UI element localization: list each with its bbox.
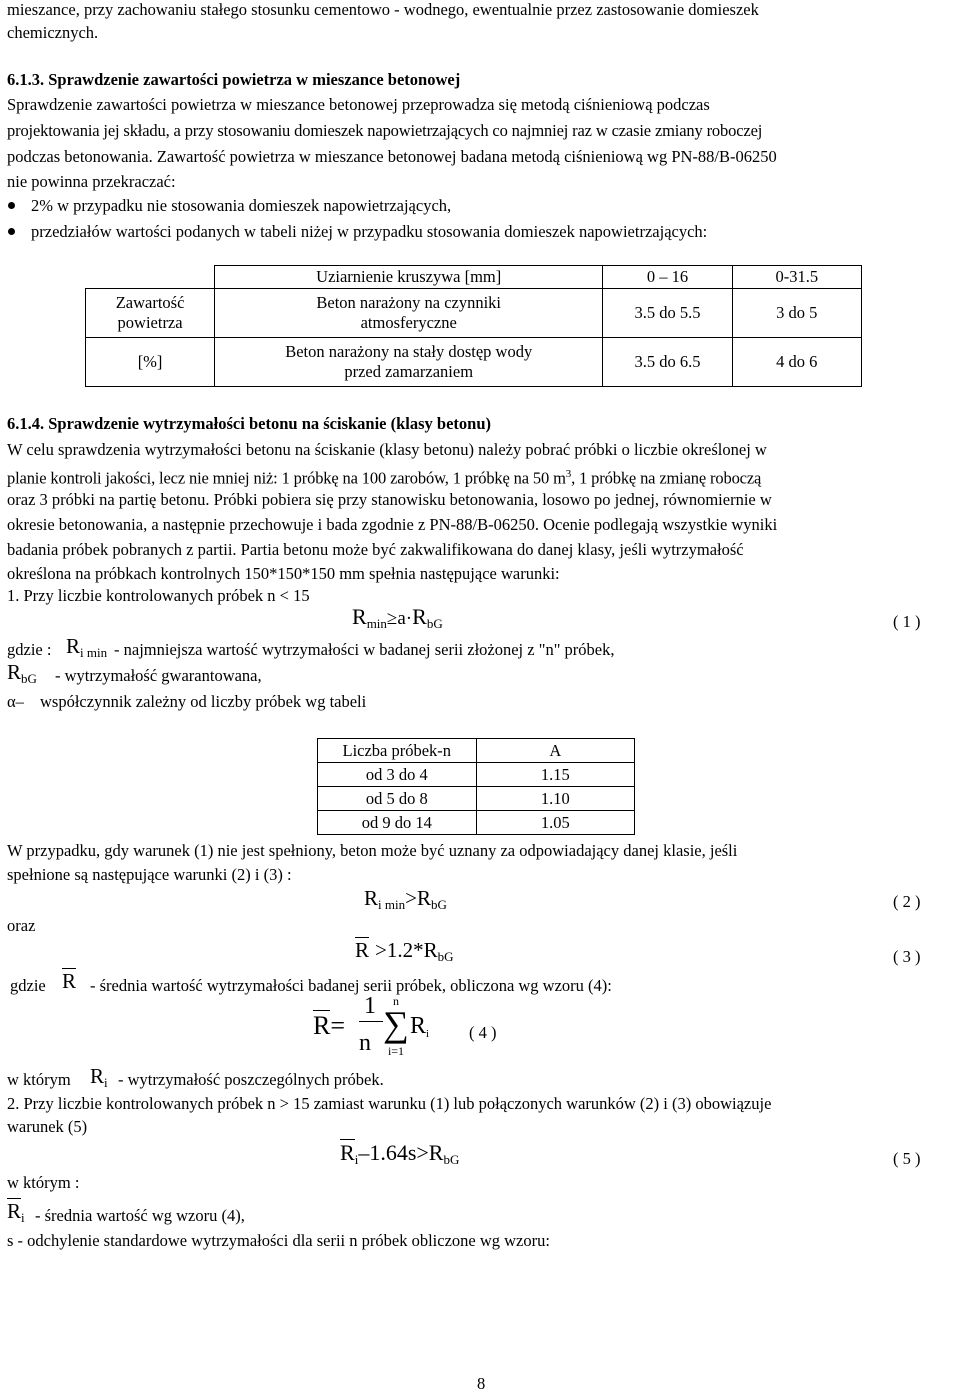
eq-subscript: i xyxy=(354,1152,359,1167)
sec2-line-2: warunek (5) xyxy=(7,1117,88,1136)
eq-subscript: bG xyxy=(437,949,454,964)
where-label: w którym : xyxy=(7,1173,80,1192)
sec614-line-4: okresie betonowania, a następnie przechowuje i bada zgodnie z PN-88/B-06250. Ocenie podlegają wszystkie wyniki xyxy=(7,515,778,534)
eq-symbol: R xyxy=(428,1140,444,1165)
table-cell: 1.05 xyxy=(476,811,634,835)
table-cell: 3.5 do 6.5 xyxy=(603,338,732,387)
bullet-item-1: 2% w przypadku nie stosowania domieszek napowietrzających, xyxy=(31,196,452,215)
sec614-line-1: W celu sprawdzenia wytrzymałości betonu na ściskanie (klasy betonu) należy pobrać próbki o liczbie określonej w xyxy=(7,440,767,459)
sec614-line-3a: oraz 3 próbki na partię betonu. xyxy=(7,490,210,509)
eq-symbol: R xyxy=(364,886,379,910)
eq-subscript: i min xyxy=(378,897,406,912)
eq-symbol: R xyxy=(90,1064,105,1088)
table-label-cell: [%] xyxy=(86,338,215,387)
eq-symbol: R xyxy=(412,604,427,629)
eq-symbol: R xyxy=(352,604,367,629)
equation-number: ( 2 ) xyxy=(893,892,921,911)
intro-line-2: chemicznych. xyxy=(7,23,99,42)
equation-3 xyxy=(355,936,454,971)
table-header-cell: A xyxy=(476,739,634,763)
sec614-line-2b: , 1 próbkę na zmianę roboczą xyxy=(571,468,762,488)
eq-symbol-mean: R xyxy=(62,969,77,993)
eq4-mean-symbol xyxy=(313,1010,345,1042)
eq-subscript: bG xyxy=(426,616,443,631)
eq-subscript: i xyxy=(426,1028,430,1040)
equation-1 xyxy=(352,602,443,639)
eq-operator: = xyxy=(330,1011,346,1040)
equation-5 xyxy=(340,1138,459,1175)
eq-symbol-mean: R xyxy=(7,1199,22,1223)
symbol-ri-mean xyxy=(7,1197,25,1232)
sec613-line-3b: Zawartość powietrza w mieszance betonowej badana metodą ciśnieniową wg PN-88/B-06250 xyxy=(156,147,777,166)
alpha-symbol: α– xyxy=(7,692,24,711)
sec614-line-6: określona na próbkach kontrolnych 150*150*150 mm spełnia następujące warunki: xyxy=(7,564,560,583)
eq-symbol-mean: R xyxy=(355,938,370,962)
table-cell-line: Beton narażony na stały dostęp wody xyxy=(285,342,533,361)
where-label: gdzie xyxy=(10,976,46,995)
sec613-line-3a: podczas betonowania. xyxy=(7,147,153,166)
eq4-ri xyxy=(410,1010,429,1050)
bullet-icon xyxy=(8,228,15,235)
eq-subscript: min xyxy=(366,616,387,631)
bullet-icon xyxy=(8,202,15,209)
symbol-r-mean xyxy=(62,967,76,995)
symbol-r-i-min xyxy=(66,632,107,667)
sec614-line-5b: Partia betonu może być zakwalifikowana do danej klasy, jeśli wytrzymałość xyxy=(240,540,744,559)
section-614-heading: 6.1.4. Sprawdzenie wytrzymałości betonu na ściskanie (klasy betonu) xyxy=(7,414,492,433)
air-content-table xyxy=(85,265,862,387)
alpha-table xyxy=(317,738,635,835)
sum-lower: i=1 xyxy=(387,1044,405,1058)
where-text-3: współczynnik zależny od liczby próbek wg tabeli xyxy=(40,692,367,711)
eq-symbol: R xyxy=(66,634,81,658)
intro-line-1: mieszance, przy zachowaniu stałego stosunku cementowo - wodnego, ewentualnie przez zastosowanie domieszek xyxy=(7,0,759,19)
sec614-line-3b: Próbki pobiera się przy stanowisku betonowania, losowo po jednej, równomiernie w xyxy=(213,490,772,509)
symbol-r-bg xyxy=(7,658,37,693)
table-label-cell xyxy=(86,289,215,338)
section-613-heading: 6.1.3. Sprawdzenie zawartości powietrza w mieszance betonowej xyxy=(7,70,461,89)
equation-number: ( 4 ) xyxy=(469,1023,497,1042)
sec614-line-5a: badania próbek pobranych z partii. xyxy=(7,540,237,559)
sec2-line-1: 2. Przy liczbie kontrolowanych próbek n > 15 zamiast warunku (1) lub połączonych warunków (2) i (3) obowiązuje xyxy=(7,1094,772,1113)
table-cell: od 5 do 8 xyxy=(318,787,477,811)
table-cell xyxy=(215,338,603,387)
fraction-denominator: n xyxy=(359,1030,371,1056)
table-cell: 3 do 5 xyxy=(732,289,861,338)
equation-number: ( 1 ) xyxy=(893,612,921,631)
superscript: 3 xyxy=(565,468,572,480)
where-text-mean: - średnia wartość wytrzymałości badanej serii próbek, obliczona wg wzoru (4): xyxy=(90,976,612,995)
table-cell: 4 do 6 xyxy=(732,338,861,387)
table-label-line: Zawartość xyxy=(115,293,185,312)
table-cell: od 3 do 4 xyxy=(318,763,477,787)
eq-subscript: bG xyxy=(430,897,447,912)
and-label: oraz xyxy=(7,916,36,935)
table-cell: od 9 do 14 xyxy=(318,811,477,835)
where-label: gdzie : xyxy=(7,640,52,659)
where-text-1: - średnia wartość wg wzoru (4), xyxy=(35,1206,245,1225)
eq-operator: ≥a· xyxy=(386,608,413,629)
sec614-line-2 xyxy=(7,463,761,490)
eq-symbol-mean: R xyxy=(340,1140,355,1165)
table-header-cell: Liczba próbek-n xyxy=(318,739,477,763)
after-line-2: spełnione są następujące warunki (2) i (3) : xyxy=(7,865,292,884)
fraction-numerator: 1 xyxy=(364,993,376,1019)
eq-symbol: R xyxy=(410,1013,427,1039)
fraction-bar xyxy=(359,1021,383,1022)
sec613-line-3 xyxy=(7,145,777,168)
eq-subscript: i xyxy=(104,1075,108,1090)
table-cell-line: przed zamarzaniem xyxy=(344,362,474,381)
eq-operator: >1.2* xyxy=(375,938,424,962)
sec614-line-7: 1. Przy liczbie kontrolowanych próbek n < 15 xyxy=(7,586,310,605)
table-label-line: powietrza xyxy=(117,313,183,332)
eq-subscript: bG xyxy=(21,671,37,686)
table-cell xyxy=(215,289,603,338)
where-text-2: s - odchylenie standardowe wytrzymałości dla serii n próbek obliczone wg wzoru: xyxy=(7,1231,550,1250)
table-cell: 1.15 xyxy=(476,763,634,787)
sec614-line-2a: planie kontroli jakości, lecz nie mniej niż: 1 próbkę na 100 zarobów, 1 próbkę na 50 m xyxy=(7,468,566,488)
sec614-line-5 xyxy=(7,538,744,561)
table-cell: 1.10 xyxy=(476,787,634,811)
table-cell-line: atmosferyczne xyxy=(360,313,457,332)
where-text-b: - wytrzymałość poszczególnych próbek. xyxy=(118,1070,384,1089)
eq-symbol-mean: R xyxy=(313,1011,331,1040)
table-header-cell: 0 – 16 xyxy=(603,266,732,289)
eq-subscript: i min xyxy=(80,645,108,660)
table-header-cell: 0-31.5 xyxy=(732,266,861,289)
eq-symbol: R xyxy=(423,938,438,962)
eq-operator: –1.64s> xyxy=(358,1140,429,1165)
after-line-1: W przypadku, gdy warunek (1) nie jest spełniony, beton może być uznany za odpowiadający danej klasie, jeśli xyxy=(7,841,738,860)
eq-operator: > xyxy=(405,886,417,910)
sum-icon: ∑ xyxy=(383,1004,409,1044)
table-cell: 3.5 do 5.5 xyxy=(603,289,732,338)
sec613-line-2: projektowania jej składu, a przy stosowaniu domieszek napowietrzających co najmniej raz w czasie zmiany roboczej xyxy=(7,121,763,140)
sum-upper: n xyxy=(393,994,399,1008)
sec613-line-4: nie powinna przekraczać: xyxy=(7,172,176,191)
table-cell-line: Beton narażony na czynniki xyxy=(316,293,502,312)
where-text-a: w którym xyxy=(7,1070,71,1089)
eq-symbol: R xyxy=(416,886,431,910)
equation-number: ( 3 ) xyxy=(893,947,921,966)
eq-symbol: R xyxy=(7,660,22,684)
where-text-1: - najmniejsza wartość wytrzymałości w badanej serii złożonej z "n" próbek, xyxy=(114,640,615,659)
bullet-item-2: przedziałów wartości podanych w tabeli niżej w przypadku stosowania domieszek napowietrzających: xyxy=(31,222,708,241)
equation-number: ( 5 ) xyxy=(893,1149,921,1168)
table-header-cell: Uziarnienie kruszywa [mm] xyxy=(215,266,603,289)
eq-subscript: bG xyxy=(443,1152,460,1167)
where-text-2: - wytrzymałość gwarantowana, xyxy=(55,666,262,685)
table-corner xyxy=(86,266,215,289)
equation-2 xyxy=(364,884,447,919)
page-number: 8 xyxy=(477,1374,486,1393)
sec613-line-1: Sprawdzenie zawartości powietrza w mieszance betonowej przeprowadza się metodą ciśnieniową podczas xyxy=(7,95,710,114)
eq-subscript: i xyxy=(21,1210,25,1225)
sec614-line-3 xyxy=(7,488,772,511)
